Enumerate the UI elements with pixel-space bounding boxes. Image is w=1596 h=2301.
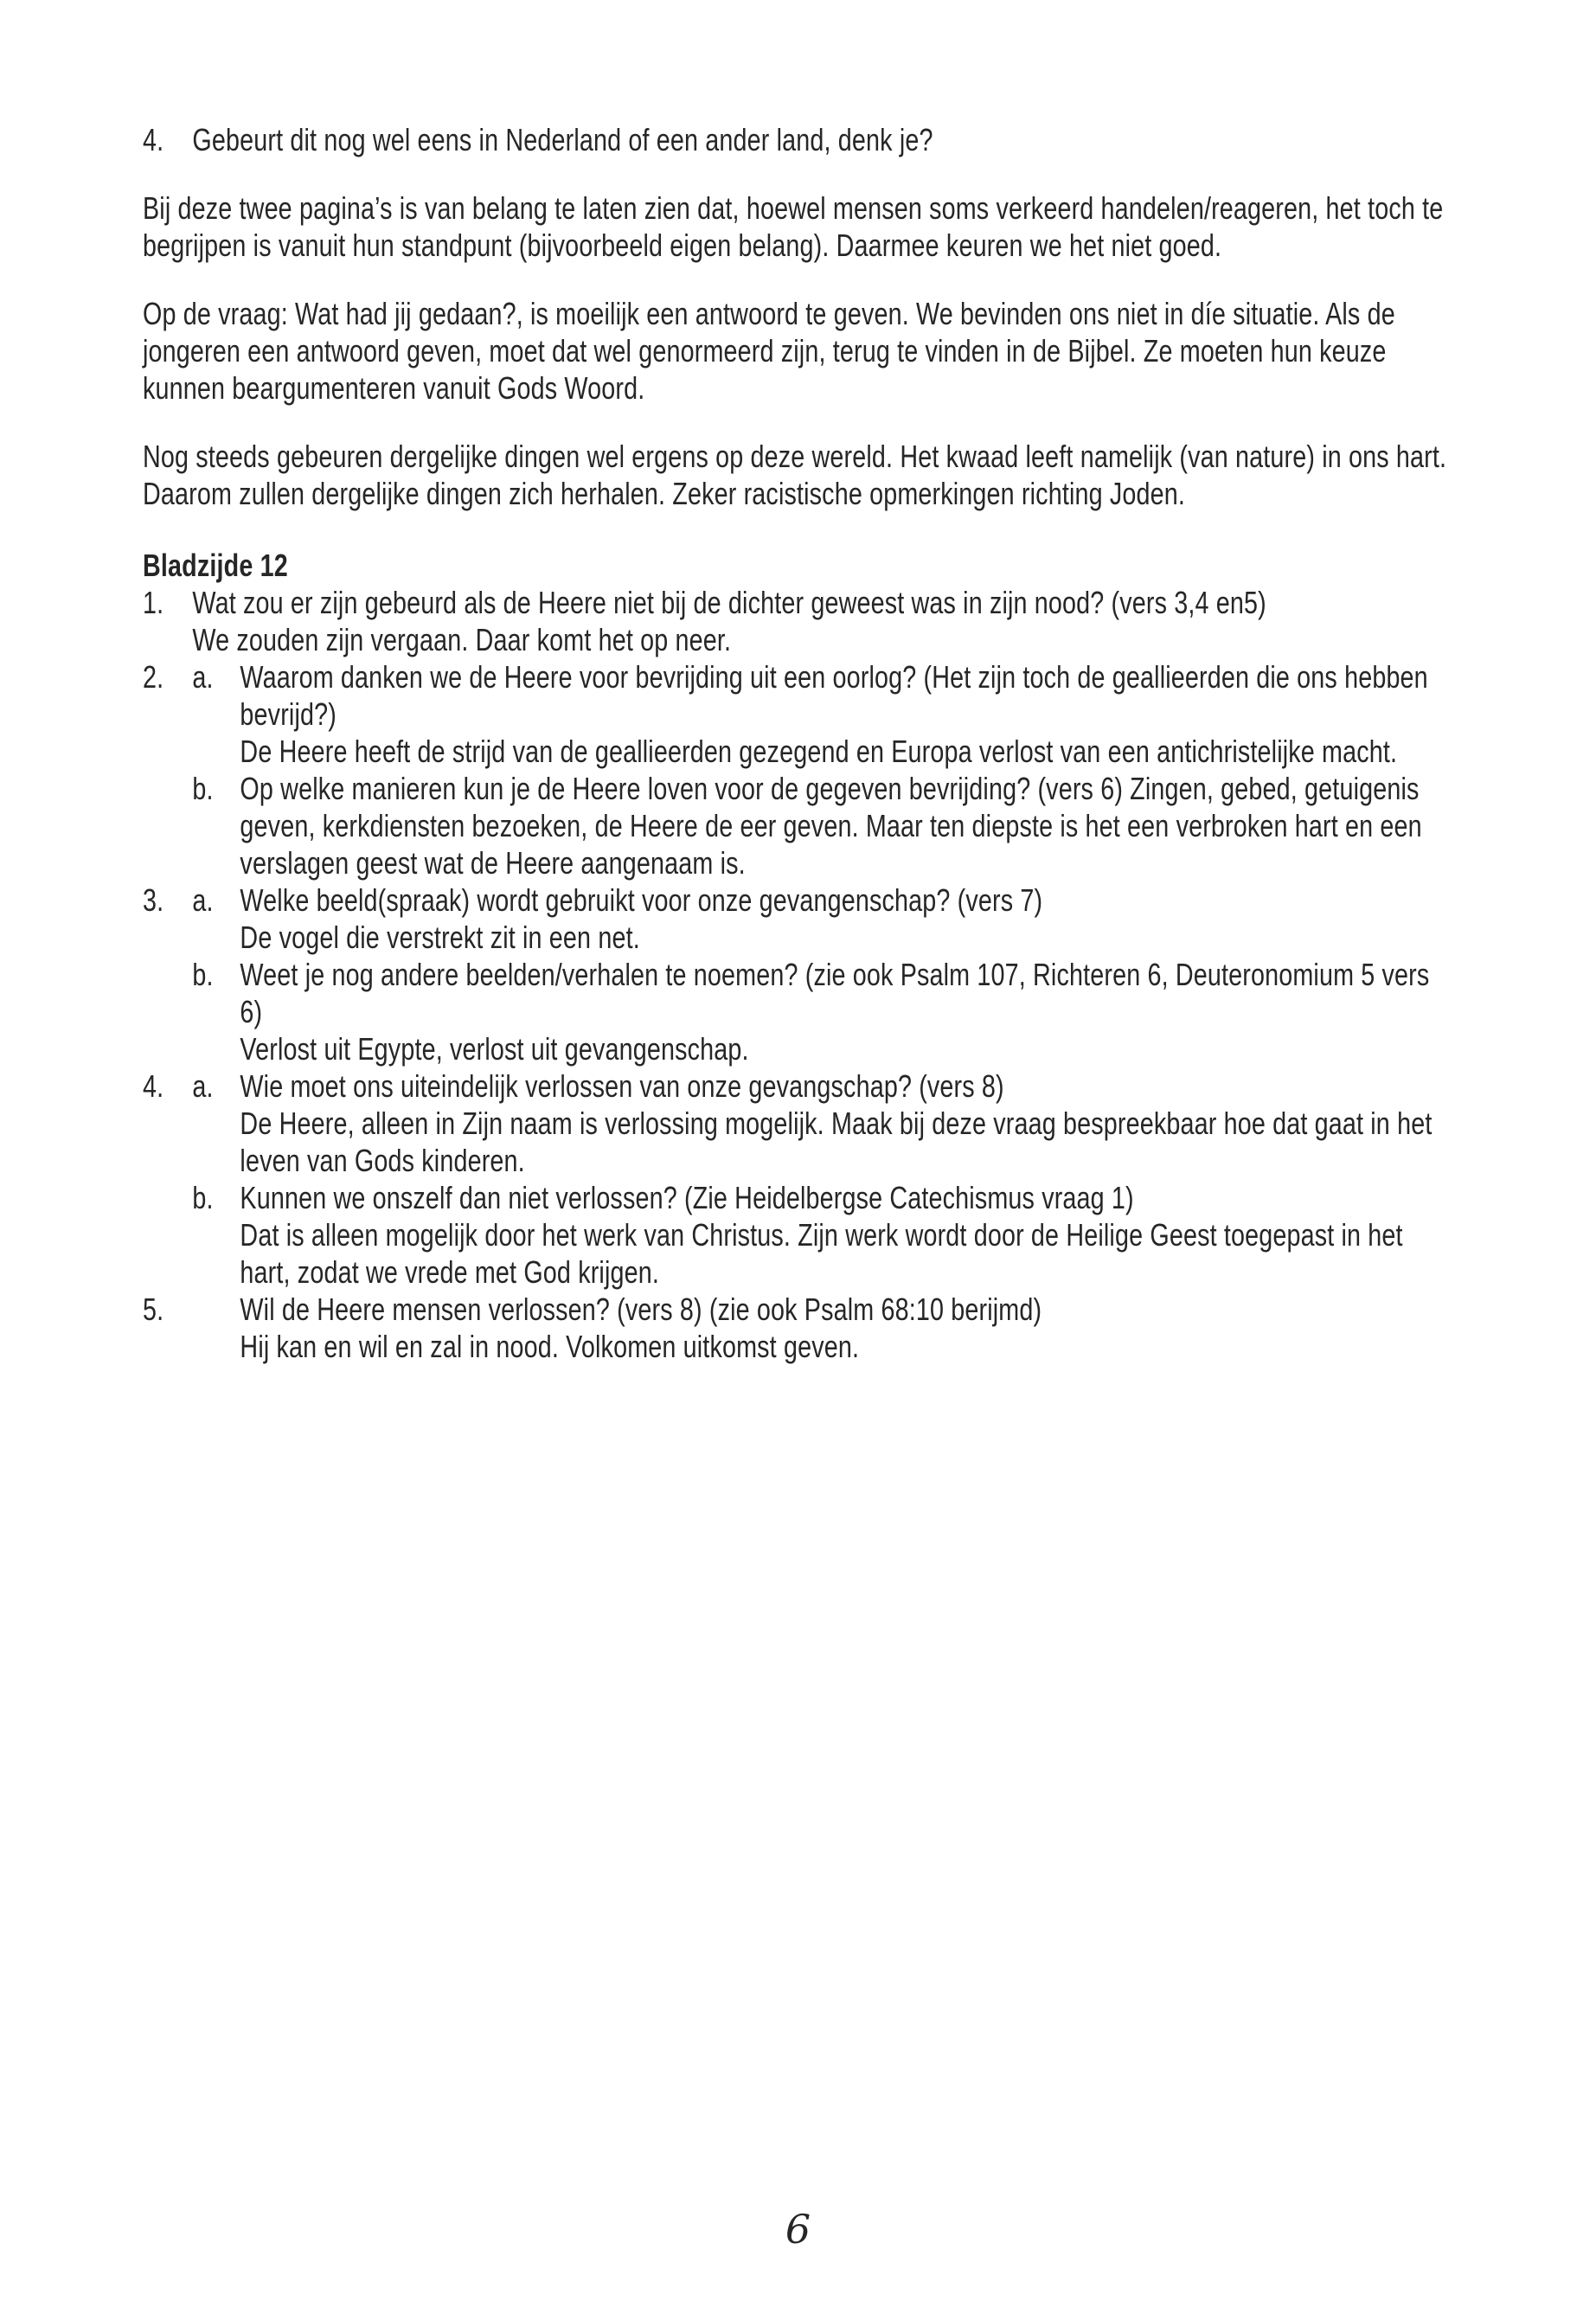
item-number: 5.: [143, 1292, 164, 1327]
question-text: Welke beeld(spraak) wordt gebruikt voor onze gevangenschap? (vers 7): [240, 882, 1043, 918]
item-number: 3.: [143, 882, 164, 918]
page-number: 6: [785, 2206, 811, 2253]
item-body: [240, 956, 1453, 1067]
section-heading: Bladzijde 12: [143, 548, 288, 583]
item-body: [240, 1291, 1453, 1365]
answer-text: De vogel die verstrekt zit in een net.: [240, 920, 640, 955]
item-letter: a.: [192, 882, 214, 918]
list-item: [143, 1179, 1453, 1291]
question-text: Gebeurt dit nog wel eens in Nederland of een ander land, denk je?: [192, 122, 933, 157]
list-item: [143, 881, 1453, 956]
paragraph: Bij deze twee pagina’s is van belang te laten zien dat, hoewel mensen soms verkeerd handelen/reageren, het toch te begrijpen is vanuit hun standpunt (bijvoorbeeld eigen belang). Daarmee keuren we het niet goed.: [143, 190, 1444, 263]
item-body: [240, 1067, 1453, 1179]
paragraph: Nog steeds gebeuren dergelijke dingen wel ergens op deze wereld. Het kwaad leeft namelijk (van nature) in ons hart. Daarom zullen dergelijke dingen zich herhalen. Zeker racistische opmerkingen richting Joden.: [143, 439, 1447, 511]
item-letter: b.: [192, 771, 214, 806]
answer-text: Hij kan en wil en zal in nood. Volkomen uitkomst geven.: [240, 1329, 860, 1364]
question-list: [143, 584, 1453, 1365]
item-body: [192, 584, 1453, 658]
question-text: Waarom danken we de Heere voor bevrijding uit een oorlog? (Het zijn toch de geallieerden die ons hebben bevrijd?): [240, 659, 1428, 732]
list-item: [143, 1067, 1453, 1179]
question-text: Wil de Heere mensen verlossen? (vers 8) (zie ook Psalm 68:10 berijmd): [240, 1292, 1042, 1327]
item-number: 1.: [143, 585, 164, 620]
question-text: Op welke manieren kun je de Heere loven voor de gegeven bevrijding? (vers 6) Zingen, gebed, getuigenis geven, kerkdiensten bezoeken, de Heere de eer geven. Maar ten diepste is het een verbroken hart en een verslagen geest wat de Heere aangenaam is.: [240, 771, 1422, 881]
paragraph: Op de vraag: Wat had jij gedaan?, is moeilijk een antwoord te geven. We bevinden ons niet in díe situatie. Als de jongeren een antwoord geven, moet dat wel genormeerd zijn, terug te vinden in de Bijbel. Ze moeten hun keuze kunnen beargumenteren vanuit Gods Woord.: [143, 296, 1395, 406]
list-item: [143, 1291, 1453, 1365]
answer-text: Dat is alleen mogelijk door het werk van Christus. Zijn werk wordt door de Heilige Geest toegepast in het hart, zodat we vrede met God krijgen.: [240, 1217, 1403, 1290]
page-content: [143, 121, 1453, 1365]
item-number: 4.: [143, 122, 164, 157]
item-body: [240, 881, 1453, 956]
list-item: [143, 956, 1453, 1067]
answer-text: De Heere heeft de strijd van de geallieerden gezegend en Europa verlost van een antichristelijke macht.: [240, 734, 1398, 769]
answer-text: De Heere, alleen in Zijn naam is verlossing mogelijk. Maak bij deze vraag bespreekbaar hoe dat gaat in het leven van Gods kinderen.: [240, 1106, 1433, 1178]
item-letter: b.: [192, 1180, 214, 1215]
list-item: [143, 770, 1453, 881]
item-body: [240, 1179, 1453, 1291]
list-item: [143, 658, 1453, 770]
answer-text: We zouden zijn vergaan. Daar komt het op neer.: [192, 622, 732, 657]
answer-text: Verlost uit Egypte, verlost uit gevangenschap.: [240, 1031, 749, 1067]
item-number: 4.: [143, 1068, 164, 1104]
item-letter: a.: [192, 1068, 214, 1104]
item-letter: b.: [192, 957, 214, 992]
question-text: Weet je nog andere beelden/verhalen te noemen? (zie ook Psalm 107, Richteren 6, Deuteronomium 5 vers 6): [240, 957, 1430, 1029]
question-text: Kunnen we onszelf dan niet verlossen? (Zie Heidelbergse Catechismus vraag 1): [240, 1180, 1134, 1215]
item-body: [240, 658, 1453, 770]
list-item: [143, 584, 1453, 658]
item-number: 2.: [143, 659, 164, 695]
question-text: Wat zou er zijn gebeurd als de Heere niet bij de dichter geweest was in zijn nood? (vers 3,4 en5): [192, 585, 1266, 620]
intro-question-row: [143, 121, 1453, 158]
item-body: [240, 770, 1453, 881]
item-letter: a.: [192, 659, 214, 695]
question-text: Wie moet ons uiteindelijk verlossen van onze gevangschap? (vers 8): [240, 1068, 1004, 1104]
